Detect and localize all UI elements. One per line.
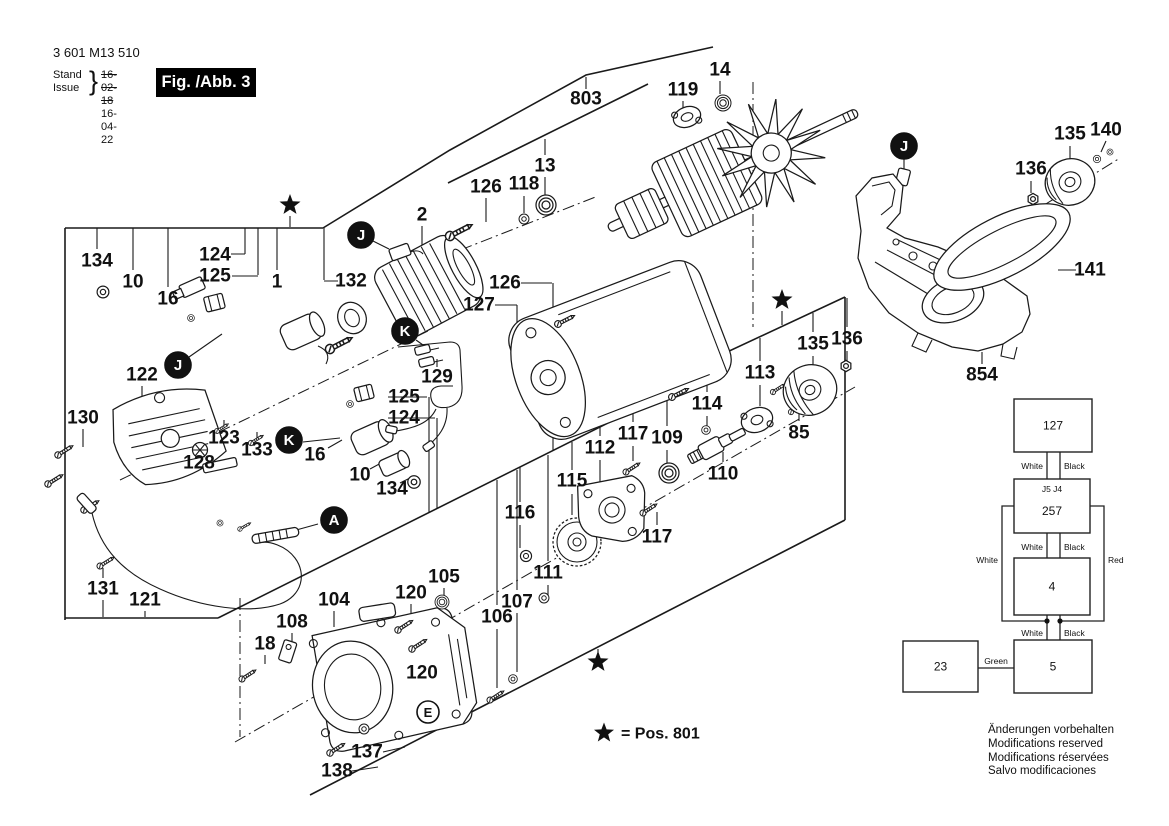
- wire-label-red: Red: [1108, 555, 1124, 565]
- position-marker-letter: K: [283, 432, 295, 449]
- part-label-118: 118: [508, 173, 540, 195]
- part-label-109: 109: [651, 427, 683, 449]
- part-label-18: 18: [254, 633, 276, 655]
- superseded-date: 16-02-18: [101, 69, 117, 107]
- part-label-125: 125: [388, 386, 420, 408]
- legend-star-icon: [594, 723, 614, 742]
- wire-label-black: Black: [1064, 461, 1085, 471]
- part-label-115: 115: [556, 470, 588, 492]
- wire-label-white: White: [1021, 461, 1043, 471]
- wire-label-white: White: [976, 555, 998, 565]
- part-label-2: 2: [416, 204, 428, 226]
- figure-badge: Fig. /Abb. 3: [156, 68, 256, 97]
- position-marker-letter: J: [173, 357, 183, 374]
- part-label-105: 105: [428, 566, 460, 588]
- part-label-119: 119: [667, 79, 699, 101]
- wiring-box-label: 257: [1041, 504, 1063, 518]
- part-label-123: 123: [208, 427, 240, 449]
- wiring-box-label: 4: [1048, 579, 1056, 594]
- part-label-125: 125: [199, 265, 231, 287]
- position-marker-letter: J: [899, 138, 909, 155]
- position-marker-letter: J: [356, 227, 366, 244]
- part-label-110: 110: [707, 463, 739, 485]
- part-label-114: 114: [691, 393, 723, 415]
- part-label-136: 136: [831, 328, 863, 350]
- part-label-112: 112: [584, 437, 616, 459]
- part-label-126: 126: [470, 176, 502, 198]
- part-label-108: 108: [276, 611, 308, 633]
- legend-star-meaning: = Pos. 801: [621, 725, 700, 743]
- note-en: Modifications reserved: [988, 737, 1104, 750]
- part-label-111: 111: [533, 562, 563, 584]
- part-label-131: 131: [87, 578, 119, 600]
- part-label-104: 104: [318, 589, 350, 611]
- part-label-138: 138: [321, 760, 353, 782]
- wire-label-white: White: [1021, 542, 1043, 552]
- wire-label-white: White: [1021, 628, 1043, 638]
- part-label-135: 135: [1054, 123, 1086, 145]
- revision-brace: }: [89, 66, 99, 96]
- document-part-number: 3 601 M13 510: [53, 45, 140, 60]
- wire-junction-dot: [1057, 618, 1062, 623]
- part-label-122: 122: [126, 364, 158, 386]
- part-label-16: 16: [157, 288, 179, 310]
- note-de: Änderungen vorbehalten: [988, 724, 1114, 736]
- wire-label-black: Black: [1064, 628, 1085, 638]
- part-label-854: 854: [966, 364, 998, 386]
- wiring-box-label: 5: [1049, 659, 1057, 674]
- modification-notes: [988, 724, 1114, 779]
- star-marker: [772, 289, 793, 309]
- part-label-135: 135: [797, 333, 829, 355]
- part-label-120: 120: [395, 582, 427, 604]
- wire-label-black: Black: [1064, 542, 1085, 552]
- star-marker: [280, 194, 301, 214]
- part-label-85: 85: [788, 422, 810, 444]
- wiring-box-sublabel: J5 J4: [1041, 484, 1063, 494]
- part-label-140: 140: [1090, 119, 1122, 141]
- part-label-113: 113: [744, 362, 776, 384]
- part-label-133: 133: [241, 439, 273, 461]
- part-label-124: 124: [388, 407, 420, 429]
- part-label-121: 121: [129, 589, 161, 611]
- part-label-117: 117: [641, 526, 673, 548]
- part-label-14: 14: [709, 59, 731, 81]
- part-label-803: 803: [570, 88, 602, 110]
- wiring-box-label: 127: [1042, 418, 1064, 433]
- position-marker-letter: A: [328, 512, 340, 529]
- part-label-128: 128: [183, 452, 215, 474]
- part-label-13: 13: [534, 155, 556, 177]
- part-label-16: 16: [304, 444, 326, 466]
- part-label-117: 117: [617, 423, 649, 445]
- part-label-10: 10: [122, 271, 144, 293]
- part-drawing-armature: [586, 64, 880, 278]
- part-label-137: 137: [351, 741, 383, 763]
- part-label-127: 127: [463, 294, 495, 316]
- stand-label: Stand: [53, 69, 82, 81]
- part-label-132: 132: [335, 270, 367, 292]
- part-drawing-frame-assembly: [856, 149, 1113, 359]
- part-label-120: 120: [406, 662, 438, 684]
- part-label-126: 126: [489, 272, 521, 294]
- star-marker: [588, 651, 609, 671]
- part-label-141: 141: [1074, 259, 1106, 281]
- part-label-129: 129: [421, 366, 453, 388]
- position-marker-letter: K: [399, 323, 411, 340]
- part-label-124: 124: [199, 244, 231, 266]
- note-fr: Modifications réservées: [988, 751, 1109, 764]
- part-label-107: 107: [501, 591, 533, 613]
- part-label-134: 134: [81, 250, 113, 272]
- wiring-box-label: 23: [933, 659, 948, 674]
- part-label-1: 1: [271, 271, 283, 293]
- part-label-106: 106: [481, 606, 513, 628]
- part-label-116: 116: [504, 502, 536, 524]
- wire-junction-dot: [1044, 618, 1049, 623]
- part-label-134: 134: [376, 478, 408, 500]
- position-marker-letter: E: [423, 705, 433, 720]
- issue-label: Issue: [53, 82, 80, 94]
- part-label-136: 136: [1015, 158, 1047, 180]
- note-es: Salvo modificaciones: [988, 765, 1097, 778]
- part-label-10: 10: [349, 464, 371, 486]
- issue-date: 16-04-22: [101, 108, 117, 146]
- part-label-130: 130: [67, 407, 99, 429]
- part-drawing-field-stator: [370, 227, 492, 341]
- wire-label-green: Green: [984, 656, 1008, 666]
